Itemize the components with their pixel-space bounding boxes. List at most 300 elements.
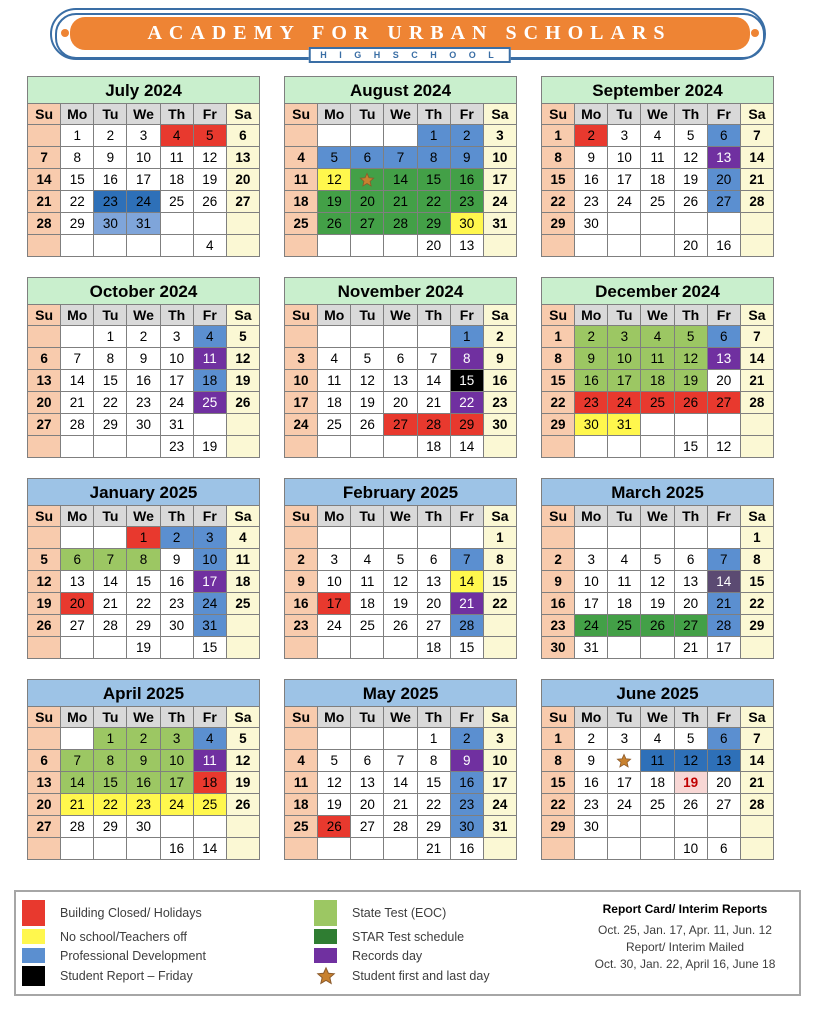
date-cell: 8 (61, 147, 94, 169)
empty-cell (28, 436, 61, 458)
date-cell: 12 (193, 147, 226, 169)
date-cell: 22 (94, 392, 127, 414)
date-cell: 27 (351, 816, 384, 838)
star-icon (616, 753, 632, 769)
date-cell: 28 (94, 615, 127, 637)
month-calendar (541, 103, 774, 257)
day-header-we: We (384, 707, 417, 728)
date-cell: 3 (608, 728, 641, 750)
date-cell: 27 (384, 414, 417, 436)
date-cell: 6 (226, 125, 259, 147)
date-cell: 20 (61, 593, 94, 615)
date-cell: 8 (127, 549, 160, 571)
month-february-2025 (284, 478, 517, 659)
date-cell: 26 (674, 794, 707, 816)
day-header-th: Th (160, 104, 193, 125)
day-header-tu: Tu (94, 104, 127, 125)
day-header-we: We (127, 707, 160, 728)
empty-cell (641, 213, 674, 235)
empty-cell (28, 637, 61, 659)
legend-item (314, 899, 579, 927)
date-cell: 1 (740, 527, 773, 549)
date-cell: 27 (28, 816, 61, 838)
date-cell: 16 (575, 169, 608, 191)
date-cell: 20 (226, 169, 259, 191)
date-cell: 9 (160, 549, 193, 571)
empty-cell (285, 436, 318, 458)
date-cell: 12 (674, 750, 707, 772)
legend-swatch-red (22, 900, 45, 926)
date-cell: 11 (285, 772, 318, 794)
date-cell: 14 (740, 750, 773, 772)
date-cell: 1 (94, 728, 127, 750)
date-cell: 3 (285, 348, 318, 370)
date-cell: 23 (160, 593, 193, 615)
date-cell: 26 (351, 414, 384, 436)
date-cell: 24 (285, 414, 318, 436)
date-cell: 19 (28, 593, 61, 615)
date-cell: 7 (740, 326, 773, 348)
date-cell: 27 (707, 191, 740, 213)
day-header-fr: Fr (450, 305, 483, 326)
day-header-su: Su (285, 506, 318, 527)
month-calendar (27, 505, 260, 659)
date-cell: 18 (160, 169, 193, 191)
date-cell: 24 (608, 191, 641, 213)
month-april-2025 (27, 679, 260, 860)
date-cell: 13 (450, 235, 483, 257)
legend-label: Professional Development (60, 948, 206, 963)
legend-item (22, 965, 314, 987)
day-header-su: Su (28, 305, 61, 326)
date-cell: 7 (740, 728, 773, 750)
legend-label: Student first and last day (352, 969, 490, 983)
month-calendar (541, 706, 774, 860)
empty-cell (641, 414, 674, 436)
empty-cell (61, 235, 94, 257)
date-cell: 27 (707, 392, 740, 414)
empty-cell (226, 436, 259, 458)
date-cell: 1 (61, 125, 94, 147)
star-icon (359, 172, 375, 188)
date-cell: 12 (351, 370, 384, 392)
date-cell: 23 (450, 191, 483, 213)
date-cell: 16 (160, 838, 193, 860)
date-cell: 11 (641, 348, 674, 370)
empty-cell (740, 213, 773, 235)
date-cell: 24 (575, 615, 608, 637)
date-cell: 23 (450, 794, 483, 816)
date-cell: 5 (641, 549, 674, 571)
date-cell: 17 (318, 593, 351, 615)
date-cell: 1 (127, 527, 160, 549)
date-cell: 13 (226, 147, 259, 169)
date-cell: 14 (94, 571, 127, 593)
date-cell: 21 (740, 772, 773, 794)
empty-cell (384, 436, 417, 458)
date-cell: 16 (94, 169, 127, 191)
empty-cell (318, 326, 351, 348)
school-name: ACADEMY FOR URBAN SCHOLARS (147, 22, 672, 44)
empty-cell (318, 637, 351, 659)
empty-cell (740, 838, 773, 860)
date-cell: 18 (641, 370, 674, 392)
day-header-we: We (127, 104, 160, 125)
date-cell: 8 (483, 549, 516, 571)
empty-cell (285, 125, 318, 147)
date-cell: 11 (193, 750, 226, 772)
date-cell: 4 (193, 728, 226, 750)
date-cell: 25 (285, 816, 318, 838)
date-cell: 18 (193, 772, 226, 794)
date-cell: 29 (94, 816, 127, 838)
day-header-th: Th (417, 707, 450, 728)
date-cell: 21 (94, 593, 127, 615)
day-header-th: Th (160, 305, 193, 326)
date-cell: 5 (318, 147, 351, 169)
day-header-su: Su (542, 104, 575, 125)
day-header-we: We (641, 305, 674, 326)
date-cell: 26 (193, 191, 226, 213)
empty-cell (61, 326, 94, 348)
date-cell: 22 (417, 794, 450, 816)
date-cell: 31 (160, 414, 193, 436)
day-header-tu: Tu (94, 305, 127, 326)
date-cell: 25 (641, 191, 674, 213)
date-cell: 1 (542, 728, 575, 750)
date-cell: 30 (160, 615, 193, 637)
date-cell: 25 (226, 593, 259, 615)
date-cell: 4 (641, 326, 674, 348)
empty-cell (193, 213, 226, 235)
empty-cell (226, 235, 259, 257)
date-cell: 14 (193, 838, 226, 860)
date-cell: 17 (608, 169, 641, 191)
date-cell: 5 (674, 326, 707, 348)
date-cell: 5 (226, 728, 259, 750)
empty-cell (193, 414, 226, 436)
date-cell: 1 (542, 125, 575, 147)
month-title: October 2024 (27, 277, 260, 304)
date-cell: 30 (94, 213, 127, 235)
empty-cell (94, 436, 127, 458)
month-title: April 2025 (27, 679, 260, 706)
day-header-mo: Mo (61, 506, 94, 527)
date-cell: 13 (707, 750, 740, 772)
date-cell: 4 (193, 326, 226, 348)
date-cell: 21 (740, 169, 773, 191)
day-header-we: We (641, 104, 674, 125)
date-cell: 6 (28, 348, 61, 370)
date-cell: 28 (450, 615, 483, 637)
date-cell: 18 (318, 392, 351, 414)
date-cell: 12 (384, 571, 417, 593)
date-cell: 23 (575, 191, 608, 213)
empty-cell (707, 527, 740, 549)
month-september-2024 (541, 76, 774, 257)
date-cell: 14 (417, 370, 450, 392)
empty-cell (61, 838, 94, 860)
date-cell: 8 (94, 348, 127, 370)
day-header-mo: Mo (318, 104, 351, 125)
legend-item (22, 899, 314, 927)
date-cell: 1 (483, 527, 516, 549)
day-header-fr: Fr (707, 707, 740, 728)
date-cell: 12 (707, 436, 740, 458)
date-cell: 8 (740, 549, 773, 571)
date-cell: 16 (450, 772, 483, 794)
date-cell: 10 (193, 549, 226, 571)
date-cell: 27 (674, 615, 707, 637)
date-cell: 19 (674, 370, 707, 392)
empty-cell (384, 838, 417, 860)
date-cell: 7 (384, 147, 417, 169)
empty-cell (740, 414, 773, 436)
date-cell: 19 (674, 169, 707, 191)
day-header-su: Su (542, 305, 575, 326)
day-header-sa: Sa (483, 104, 516, 125)
empty-cell (740, 637, 773, 659)
date-cell: 10 (160, 750, 193, 772)
legend-item (314, 946, 579, 965)
empty-cell (28, 326, 61, 348)
date-cell: 19 (674, 772, 707, 794)
date-cell: 25 (351, 615, 384, 637)
date-cell: 22 (417, 191, 450, 213)
empty-cell (285, 838, 318, 860)
date-cell: 4 (285, 147, 318, 169)
date-cell: 15 (127, 571, 160, 593)
date-cell: 12 (318, 169, 351, 191)
date-cell: 31 (127, 213, 160, 235)
legend-label: Student Report – Friday (60, 969, 193, 983)
date-cell: 21 (417, 392, 450, 414)
date-cell: 29 (450, 414, 483, 436)
logo-dot-right-icon (751, 29, 759, 37)
date-cell: 23 (542, 615, 575, 637)
day-header-tu: Tu (608, 305, 641, 326)
date-cell: 17 (608, 772, 641, 794)
empty-cell (351, 838, 384, 860)
month-october-2024 (27, 277, 260, 458)
day-header-mo: Mo (575, 506, 608, 527)
empty-cell (384, 637, 417, 659)
empty-cell (417, 527, 450, 549)
date-cell: 2 (542, 549, 575, 571)
date-cell: 3 (483, 125, 516, 147)
date-cell: 3 (575, 549, 608, 571)
date-cell: 16 (285, 593, 318, 615)
date-cell: 19 (318, 191, 351, 213)
date-cell: 11 (608, 571, 641, 593)
date-cell: 6 (351, 750, 384, 772)
date-cell: 5 (193, 125, 226, 147)
date-cell: 17 (483, 169, 516, 191)
date-cell: 16 (483, 370, 516, 392)
empty-cell (384, 326, 417, 348)
logo-inner-ring (55, 13, 765, 59)
legend-swatch-dark_green (314, 929, 337, 944)
date-cell: 3 (483, 728, 516, 750)
day-header-we: We (384, 506, 417, 527)
reports-heading: Report Card/ Interim Reports (602, 902, 768, 916)
legend-swatch-light_green (314, 900, 337, 926)
date-cell: 24 (483, 794, 516, 816)
empty-cell (318, 728, 351, 750)
date-cell: 18 (641, 772, 674, 794)
date-cell: 20 (384, 392, 417, 414)
empty-cell (641, 838, 674, 860)
day-header-su: Su (285, 707, 318, 728)
date-cell: 5 (226, 326, 259, 348)
date-cell: 19 (226, 772, 259, 794)
empty-cell (94, 637, 127, 659)
date-cell: 11 (285, 169, 318, 191)
date-cell: 28 (384, 816, 417, 838)
reports-dates-1: Oct. 25, Jan. 17, Apr. 11, Jun. 12 (598, 923, 772, 937)
date-cell: 11 (351, 571, 384, 593)
date-cell: 7 (450, 549, 483, 571)
date-cell: 9 (450, 750, 483, 772)
date-cell: 22 (740, 593, 773, 615)
date-cell: 9 (94, 147, 127, 169)
empty-cell (674, 414, 707, 436)
date-cell: 19 (351, 392, 384, 414)
day-header-fr: Fr (450, 104, 483, 125)
date-cell: 29 (542, 414, 575, 436)
date-cell: 7 (740, 125, 773, 147)
empty-cell (28, 728, 61, 750)
date-cell: 30 (127, 414, 160, 436)
date-cell: 29 (61, 213, 94, 235)
day-header-fr: Fr (193, 104, 226, 125)
empty-cell (351, 527, 384, 549)
date-cell: 4 (318, 348, 351, 370)
date-cell: 6 (384, 348, 417, 370)
date-cell: 18 (226, 571, 259, 593)
month-calendar (284, 304, 517, 458)
date-cell: 26 (674, 191, 707, 213)
logo-banner (70, 17, 750, 50)
date-cell: 14 (740, 147, 773, 169)
date-cell: 24 (193, 593, 226, 615)
date-cell: 22 (61, 191, 94, 213)
date-cell: 28 (740, 392, 773, 414)
date-cell: 23 (285, 615, 318, 637)
star-icon (316, 966, 336, 986)
date-cell: 14 (61, 772, 94, 794)
date-cell: 20 (417, 593, 450, 615)
date-cell: 5 (674, 125, 707, 147)
date-cell: 18 (608, 593, 641, 615)
date-cell: 15 (450, 637, 483, 659)
day-header-fr: Fr (450, 506, 483, 527)
empty-cell (608, 816, 641, 838)
empty-cell (384, 125, 417, 147)
day-header-we: We (127, 506, 160, 527)
empty-cell (641, 816, 674, 838)
date-cell: 15 (674, 436, 707, 458)
month-december-2024 (541, 277, 774, 458)
date-cell: 13 (28, 370, 61, 392)
day-header-th: Th (674, 305, 707, 326)
date-cell: 30 (575, 414, 608, 436)
date-cell: 20 (417, 235, 450, 257)
month-august-2024 (284, 76, 517, 257)
date-cell: 17 (127, 169, 160, 191)
date-cell: 2 (285, 549, 318, 571)
empty-cell (483, 615, 516, 637)
month-title: March 2025 (541, 478, 774, 505)
date-cell: 26 (28, 615, 61, 637)
month-november-2024 (284, 277, 517, 458)
day-header-su: Su (285, 104, 318, 125)
date-cell: 30 (483, 414, 516, 436)
date-cell: 14 (450, 436, 483, 458)
empty-cell (608, 213, 641, 235)
date-cell: 12 (28, 571, 61, 593)
date-cell: 4 (608, 549, 641, 571)
date-cell: 23 (127, 392, 160, 414)
date-cell: 20 (707, 370, 740, 392)
empty-cell (351, 728, 384, 750)
empty-cell (542, 436, 575, 458)
legend-label: No school/Teachers off (60, 929, 187, 944)
month-calendar (541, 505, 774, 659)
date-cell: 22 (450, 392, 483, 414)
date-cell: 29 (127, 615, 160, 637)
date-cell: 26 (641, 615, 674, 637)
empty-cell (318, 125, 351, 147)
date-cell: 3 (608, 326, 641, 348)
day-header-fr: Fr (707, 104, 740, 125)
date-cell: 1 (542, 326, 575, 348)
empty-cell (483, 436, 516, 458)
day-header-sa: Sa (226, 305, 259, 326)
day-header-tu: Tu (94, 707, 127, 728)
legend-swatch-black (22, 966, 45, 986)
day-header-sa: Sa (483, 305, 516, 326)
date-cell: 22 (127, 593, 160, 615)
date-cell: 16 (127, 772, 160, 794)
empty-cell (160, 816, 193, 838)
date-cell: 9 (483, 348, 516, 370)
month-title: August 2024 (284, 76, 517, 103)
date-cell: 21 (384, 794, 417, 816)
date-cell: 13 (351, 772, 384, 794)
month-calendar (284, 103, 517, 257)
date-cell: 7 (94, 549, 127, 571)
date-cell: 16 (127, 370, 160, 392)
date-cell: 24 (127, 191, 160, 213)
date-cell: 15 (417, 772, 450, 794)
date-cell: 25 (285, 213, 318, 235)
empty-cell (674, 527, 707, 549)
empty-cell (575, 436, 608, 458)
empty-cell (740, 436, 773, 458)
legend-star (314, 966, 337, 986)
date-cell: 26 (674, 392, 707, 414)
date-cell: 6 (707, 838, 740, 860)
date-cell: 6 (28, 750, 61, 772)
date-cell: 19 (127, 637, 160, 659)
day-header-sa: Sa (226, 506, 259, 527)
date-cell: 3 (160, 326, 193, 348)
month-june-2025 (541, 679, 774, 860)
empty-cell (351, 235, 384, 257)
date-cell: 30 (450, 213, 483, 235)
day-header-tu: Tu (608, 506, 641, 527)
